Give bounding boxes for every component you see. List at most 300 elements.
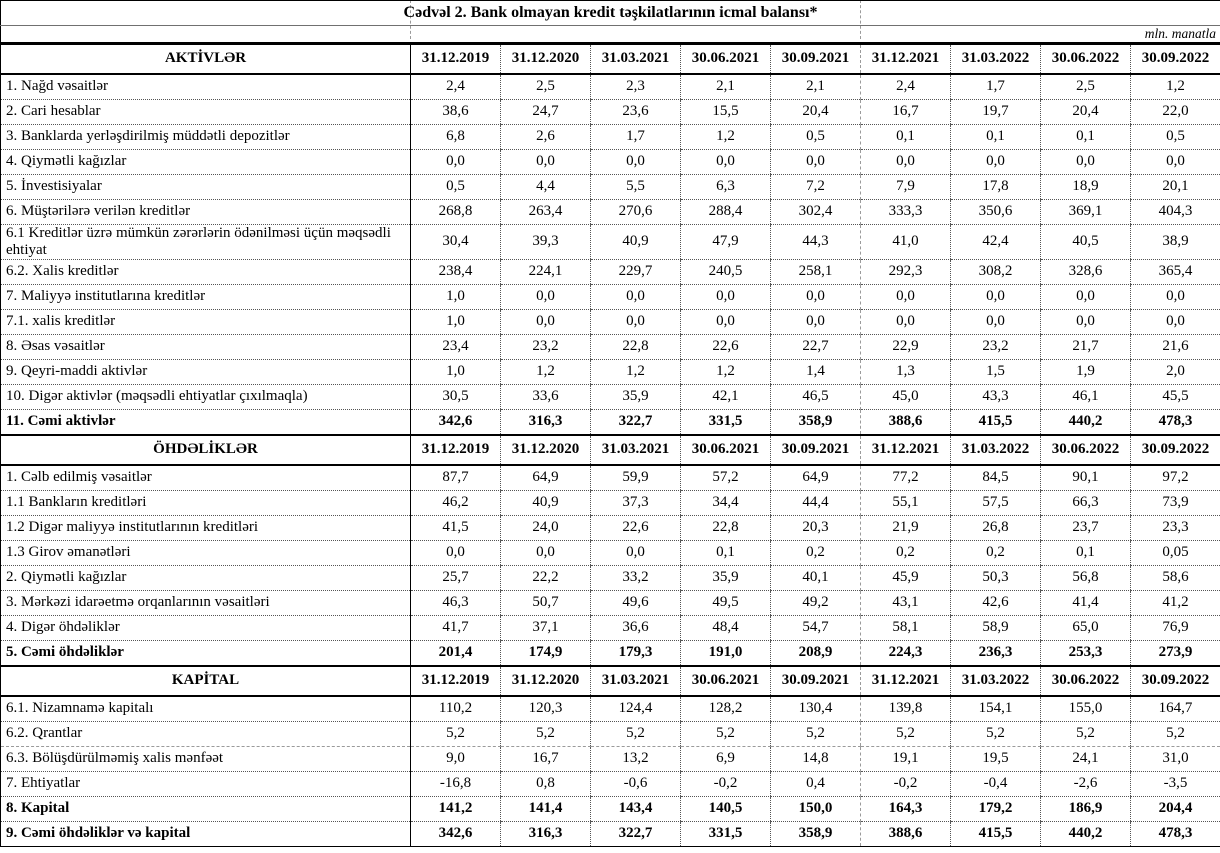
- cell-value: 58,6: [1131, 566, 1220, 591]
- cell-value: 164,3: [861, 797, 951, 822]
- cell-value: 22,6: [681, 335, 771, 360]
- cell-value: 238,4: [411, 260, 501, 285]
- cell-value: 22,2: [501, 566, 591, 591]
- cell-value: 24,7: [501, 99, 591, 124]
- table-row: [1, 260, 1220, 285]
- column-header: 31.03.2022: [951, 435, 1041, 465]
- cell-value: 0,0: [1131, 310, 1220, 335]
- section-header-row: [1, 43, 1220, 74]
- cell-value: -0,4: [951, 772, 1041, 797]
- cell-value: 23,2: [951, 335, 1041, 360]
- cell-value: 47,9: [681, 224, 771, 260]
- cell-value: 141,4: [501, 797, 591, 822]
- cell-value: 44,4: [771, 491, 861, 516]
- cell-value: 358,9: [771, 410, 861, 436]
- cell-value: 6,3: [681, 174, 771, 199]
- cell-value: 331,5: [681, 410, 771, 436]
- row-label: 1. Cəlb edilmiş vəsaitlər: [1, 465, 411, 491]
- cell-value: 0,0: [771, 149, 861, 174]
- table-row: [1, 616, 1220, 641]
- table-row: [1, 696, 1220, 722]
- cell-value: 150,0: [771, 797, 861, 822]
- cell-value: 1,3: [861, 360, 951, 385]
- cell-value: 143,4: [591, 797, 681, 822]
- cell-value: 49,2: [771, 591, 861, 616]
- cell-value: 37,1: [501, 616, 591, 641]
- column-header: 31.12.2020: [501, 43, 591, 74]
- cell-value: 40,1: [771, 566, 861, 591]
- cell-value: 120,3: [501, 696, 591, 722]
- cell-value: 20,4: [771, 99, 861, 124]
- cell-value: 41,0: [861, 224, 951, 260]
- cell-value: 415,5: [951, 410, 1041, 436]
- cell-value: 22,7: [771, 335, 861, 360]
- cell-value: 73,9: [1131, 491, 1220, 516]
- row-label: 2. Qiymətli kağızlar: [1, 566, 411, 591]
- table-row: [1, 385, 1220, 410]
- column-header: 30.06.2022: [1041, 666, 1131, 696]
- column-header: 30.09.2021: [771, 435, 861, 465]
- column-header: 30.09.2022: [1131, 435, 1220, 465]
- column-header: 31.12.2019: [411, 435, 501, 465]
- cell-value: 0,1: [1041, 541, 1131, 566]
- cell-value: 258,1: [771, 260, 861, 285]
- cell-value: 208,9: [771, 641, 861, 667]
- column-header: 30.06.2022: [1041, 435, 1131, 465]
- table-row: [1, 491, 1220, 516]
- table-row: [1, 174, 1220, 199]
- cell-value: 42,4: [951, 224, 1041, 260]
- cell-value: 0,0: [501, 541, 591, 566]
- cell-value: 77,2: [861, 465, 951, 491]
- row-label: 6.1. Nizamnamə kapitalı: [1, 696, 411, 722]
- cell-value: -0,6: [591, 772, 681, 797]
- unit-note: mln. manatla: [1144, 26, 1217, 41]
- cell-value: 0,0: [1041, 285, 1131, 310]
- cell-value: 66,3: [1041, 491, 1131, 516]
- cell-value: 26,8: [951, 516, 1041, 541]
- cell-value: 2,0: [1131, 360, 1220, 385]
- cell-value: 1,2: [1131, 74, 1220, 100]
- cell-value: 270,6: [591, 199, 681, 224]
- cell-value: 224,1: [501, 260, 591, 285]
- cell-value: 4,4: [501, 174, 591, 199]
- cell-value: 0,0: [951, 310, 1041, 335]
- cell-value: 25,7: [411, 566, 501, 591]
- cell-value: 17,8: [951, 174, 1041, 199]
- column-header: 31.03.2021: [591, 43, 681, 74]
- row-label: 6.3. Bölüşdürülməmiş xalis mənfəət: [1, 747, 411, 772]
- row-label: 3. Banklarda yerləşdirilmiş müddətli depozitlər: [1, 124, 411, 149]
- cell-value: 42,6: [951, 591, 1041, 616]
- cell-value: 0,0: [1131, 285, 1220, 310]
- cell-value: 23,3: [1131, 516, 1220, 541]
- row-label: 4. Digər öhdəliklər: [1, 616, 411, 641]
- cell-value: 35,9: [681, 566, 771, 591]
- row-label: 6.1 Kreditlər üzrə mümkün zərərlərin ödənilməsi üçün məqsədli ehtiyat: [1, 224, 411, 260]
- table-row: [1, 360, 1220, 385]
- cell-value: 64,9: [501, 465, 591, 491]
- cell-value: 19,5: [951, 747, 1041, 772]
- cell-value: 0,0: [501, 285, 591, 310]
- cell-value: 201,4: [411, 641, 501, 667]
- cell-value: 1,4: [771, 360, 861, 385]
- cell-value: 140,5: [681, 797, 771, 822]
- cell-value: 55,1: [861, 491, 951, 516]
- cell-value: 369,1: [1041, 199, 1131, 224]
- table-row: [1, 335, 1220, 360]
- row-label: 7. Ehtiyatlar: [1, 772, 411, 797]
- row-label: 1. Nağd vəsaitlər: [1, 74, 411, 100]
- cell-value: 440,2: [1041, 410, 1131, 436]
- cell-value: 40,5: [1041, 224, 1131, 260]
- table-row: [1, 124, 1220, 149]
- cell-value: 0,1: [861, 124, 951, 149]
- table-row: [1, 310, 1220, 335]
- cell-value: 34,4: [681, 491, 771, 516]
- cell-value: 0,0: [411, 149, 501, 174]
- cell-value: 0,2: [861, 541, 951, 566]
- cell-value: 6,8: [411, 124, 501, 149]
- table-row: [1, 822, 1220, 847]
- cell-value: 331,5: [681, 822, 771, 847]
- table-row: [1, 516, 1220, 541]
- cell-value: 46,2: [411, 491, 501, 516]
- cell-value: 16,7: [861, 99, 951, 124]
- cell-value: 478,3: [1131, 410, 1220, 436]
- cell-value: 5,2: [411, 722, 501, 747]
- cell-value: 0,0: [501, 310, 591, 335]
- cell-value: 110,2: [411, 696, 501, 722]
- table-row: [1, 99, 1220, 124]
- cell-value: 59,9: [591, 465, 681, 491]
- cell-value: 186,9: [1041, 797, 1131, 822]
- cell-value: 322,7: [591, 410, 681, 436]
- cell-value: 2,3: [591, 74, 681, 100]
- cell-value: 24,1: [1041, 747, 1131, 772]
- cell-value: 139,8: [861, 696, 951, 722]
- cell-value: 0,0: [591, 149, 681, 174]
- cell-value: -0,2: [681, 772, 771, 797]
- table-row: [1, 410, 1220, 436]
- cell-value: 404,3: [1131, 199, 1220, 224]
- cell-value: 97,2: [1131, 465, 1220, 491]
- cell-value: 342,6: [411, 410, 501, 436]
- row-label: 8. Kapital: [1, 797, 411, 822]
- cell-value: 23,4: [411, 335, 501, 360]
- cell-value: 31,0: [1131, 747, 1220, 772]
- row-label: 10. Digər aktivlər (məqsədli ehtiyatlar çıxılmaqla): [1, 385, 411, 410]
- cell-value: 50,7: [501, 591, 591, 616]
- cell-value: 22,0: [1131, 99, 1220, 124]
- cell-value: 43,3: [951, 385, 1041, 410]
- cell-value: 0,5: [771, 124, 861, 149]
- cell-value: 90,1: [1041, 465, 1131, 491]
- cell-value: 43,1: [861, 591, 951, 616]
- table-row: [1, 566, 1220, 591]
- column-header: 31.12.2021: [861, 666, 951, 696]
- cell-value: 22,9: [861, 335, 951, 360]
- cell-value: 328,6: [1041, 260, 1131, 285]
- cell-value: 365,4: [1131, 260, 1220, 285]
- cell-value: 23,6: [591, 99, 681, 124]
- row-label: 8. Əsas vəsaitlər: [1, 335, 411, 360]
- section-header-row: [1, 666, 1220, 696]
- cell-value: 316,3: [501, 822, 591, 847]
- row-label: 1.2 Digər maliyyə institutlarının kreditləri: [1, 516, 411, 541]
- cell-value: 124,4: [591, 696, 681, 722]
- cell-value: 22,6: [591, 516, 681, 541]
- cell-value: 415,5: [951, 822, 1041, 847]
- cell-value: 2,1: [681, 74, 771, 100]
- cell-value: 440,2: [1041, 822, 1131, 847]
- column-header: 31.03.2021: [591, 666, 681, 696]
- cell-value: 64,9: [771, 465, 861, 491]
- cell-value: 316,3: [501, 410, 591, 436]
- cell-value: 0,0: [951, 285, 1041, 310]
- table-row: [1, 722, 1220, 747]
- cell-value: 350,6: [951, 199, 1041, 224]
- row-label: 4. Qiymətli kağızlar: [1, 149, 411, 174]
- cell-value: 268,8: [411, 199, 501, 224]
- cell-value: 38,6: [411, 99, 501, 124]
- cell-value: 0,0: [771, 310, 861, 335]
- row-label: 7.1. xalis kreditlər: [1, 310, 411, 335]
- row-label: 1.3 Girov əmanətləri: [1, 541, 411, 566]
- cell-value: 42,1: [681, 385, 771, 410]
- cell-value: 1,0: [411, 285, 501, 310]
- cell-value: 5,2: [501, 722, 591, 747]
- cell-value: 49,6: [591, 591, 681, 616]
- cell-value: 22,8: [591, 335, 681, 360]
- cell-value: 46,5: [771, 385, 861, 410]
- cell-value: 5,2: [681, 722, 771, 747]
- column-header: 30.09.2021: [771, 43, 861, 74]
- cell-value: 87,7: [411, 465, 501, 491]
- cell-value: 50,3: [951, 566, 1041, 591]
- cell-value: 2,4: [861, 74, 951, 100]
- cell-value: 2,5: [501, 74, 591, 100]
- cell-value: 57,5: [951, 491, 1041, 516]
- cell-value: 0,0: [411, 541, 501, 566]
- cell-value: 41,4: [1041, 591, 1131, 616]
- cell-value: 44,3: [771, 224, 861, 260]
- cell-value: 65,0: [1041, 616, 1131, 641]
- table-row: [1, 797, 1220, 822]
- cell-value: 1,7: [591, 124, 681, 149]
- cell-value: 191,0: [681, 641, 771, 667]
- cell-value: 179,2: [951, 797, 1041, 822]
- cell-value: 0,0: [591, 285, 681, 310]
- section-title: AKTİVLƏR: [1, 43, 411, 74]
- column-header: 30.09.2022: [1131, 43, 1220, 74]
- cell-value: 41,5: [411, 516, 501, 541]
- cell-value: 45,0: [861, 385, 951, 410]
- table-row: [1, 74, 1220, 100]
- column-header: 31.12.2020: [501, 666, 591, 696]
- cell-value: 2,4: [411, 74, 501, 100]
- cell-value: 45,9: [861, 566, 951, 591]
- cell-value: 154,1: [951, 696, 1041, 722]
- cell-value: 179,3: [591, 641, 681, 667]
- cell-value: 84,5: [951, 465, 1041, 491]
- cell-value: 2,1: [771, 74, 861, 100]
- cell-value: 40,9: [591, 224, 681, 260]
- table-title: Cədvəl 2. Bank olmayan kredit təşkilatlarının icmal balansı*: [1, 1, 1220, 26]
- table-row: [1, 149, 1220, 174]
- column-header: 30.09.2022: [1131, 666, 1220, 696]
- cell-value: 1,2: [681, 124, 771, 149]
- section-title: KAPİTAL: [1, 666, 411, 696]
- column-header: 31.03.2021: [591, 435, 681, 465]
- cell-value: 1,2: [591, 360, 681, 385]
- cell-value: 0,0: [681, 310, 771, 335]
- cell-value: 0,1: [1041, 124, 1131, 149]
- cell-value: 2,6: [501, 124, 591, 149]
- cell-value: 49,5: [681, 591, 771, 616]
- row-label: 6.2. Xalis kreditlər: [1, 260, 411, 285]
- row-label: 5. İnvestisiyalar: [1, 174, 411, 199]
- cell-value: 288,4: [681, 199, 771, 224]
- cell-value: 20,3: [771, 516, 861, 541]
- cell-value: 0,0: [1041, 149, 1131, 174]
- column-header: 31.12.2021: [861, 435, 951, 465]
- cell-value: 174,9: [501, 641, 591, 667]
- cell-value: 0,0: [681, 149, 771, 174]
- table-row: [1, 541, 1220, 566]
- cell-value: 21,7: [1041, 335, 1131, 360]
- cell-value: 229,7: [591, 260, 681, 285]
- table-row: [1, 747, 1220, 772]
- cell-value: 20,4: [1041, 99, 1131, 124]
- column-header: 30.06.2021: [681, 43, 771, 74]
- cell-value: 388,6: [861, 410, 951, 436]
- cell-value: 19,7: [951, 99, 1041, 124]
- cell-value: 40,9: [501, 491, 591, 516]
- column-header: 31.12.2019: [411, 43, 501, 74]
- cell-value: 0,2: [951, 541, 1041, 566]
- cell-value: 0,0: [1041, 310, 1131, 335]
- cell-value: 302,4: [771, 199, 861, 224]
- cell-value: 1,0: [411, 360, 501, 385]
- section-header-row: [1, 435, 1220, 465]
- cell-value: 240,5: [681, 260, 771, 285]
- section-title: ÖHDƏLİKLƏR: [1, 435, 411, 465]
- cell-value: 478,3: [1131, 822, 1220, 847]
- cell-value: 18,9: [1041, 174, 1131, 199]
- column-header: 31.03.2022: [951, 43, 1041, 74]
- cell-value: 54,7: [771, 616, 861, 641]
- cell-value: -2,6: [1041, 772, 1131, 797]
- cell-value: 5,2: [1131, 722, 1220, 747]
- cell-value: 1,5: [951, 360, 1041, 385]
- cell-value: 23,7: [1041, 516, 1131, 541]
- cell-value: 0,8: [501, 772, 591, 797]
- row-label: 1.1 Bankların kreditləri: [1, 491, 411, 516]
- cell-value: 9,0: [411, 747, 501, 772]
- row-label: 9. Cəmi öhdəliklər və kapital: [1, 822, 411, 847]
- table-row: [1, 465, 1220, 491]
- column-header: 31.12.2020: [501, 435, 591, 465]
- cell-value: 15,5: [681, 99, 771, 124]
- cell-value: 16,7: [501, 747, 591, 772]
- row-label: 7. Maliyyə institutlarına kreditlər: [1, 285, 411, 310]
- cell-value: 0,0: [501, 149, 591, 174]
- cell-value: 358,9: [771, 822, 861, 847]
- column-header: 30.09.2021: [771, 666, 861, 696]
- cell-value: 76,9: [1131, 616, 1220, 641]
- cell-value: 5,5: [591, 174, 681, 199]
- cell-value: 46,3: [411, 591, 501, 616]
- cell-value: 130,4: [771, 696, 861, 722]
- table-title-row: [1, 1, 1220, 26]
- column-header: 30.06.2021: [681, 435, 771, 465]
- cell-value: 1,0: [411, 310, 501, 335]
- cell-value: 14,8: [771, 747, 861, 772]
- cell-value: 0,2: [771, 541, 861, 566]
- cell-value: 0,05: [1131, 541, 1220, 566]
- cell-value: 164,7: [1131, 696, 1220, 722]
- cell-value: 0,1: [681, 541, 771, 566]
- row-label: 6. Müştərilərə verilən kreditlər: [1, 199, 411, 224]
- cell-value: 204,4: [1131, 797, 1220, 822]
- cell-value: 23,2: [501, 335, 591, 360]
- cell-value: 128,2: [681, 696, 771, 722]
- cell-value: 33,6: [501, 385, 591, 410]
- cell-value: 5,2: [951, 722, 1041, 747]
- table-row: [1, 591, 1220, 616]
- cell-value: 2,5: [1041, 74, 1131, 100]
- cell-value: 57,2: [681, 465, 771, 491]
- cell-value: 0,0: [591, 310, 681, 335]
- cell-value: 20,1: [1131, 174, 1220, 199]
- cell-value: 37,3: [591, 491, 681, 516]
- cell-value: 1,7: [951, 74, 1041, 100]
- cell-value: 22,8: [681, 516, 771, 541]
- cell-value: 388,6: [861, 822, 951, 847]
- cell-value: 45,5: [1131, 385, 1220, 410]
- cell-value: 333,3: [861, 199, 951, 224]
- cell-value: 273,9: [1131, 641, 1220, 667]
- cell-value: 35,9: [591, 385, 681, 410]
- cell-value: 0,0: [681, 285, 771, 310]
- cell-value: 7,2: [771, 174, 861, 199]
- cell-value: 253,3: [1041, 641, 1131, 667]
- cell-value: 0,5: [411, 174, 501, 199]
- row-label: 2. Cari hesablar: [1, 99, 411, 124]
- column-header: 31.12.2019: [411, 666, 501, 696]
- cell-value: 5,2: [1041, 722, 1131, 747]
- cell-value: 1,9: [1041, 360, 1131, 385]
- cell-value: 41,7: [411, 616, 501, 641]
- table-row: [1, 199, 1220, 224]
- cell-value: 38,9: [1131, 224, 1220, 260]
- column-header: 30.06.2022: [1041, 43, 1131, 74]
- cell-value: 0,5: [1131, 124, 1220, 149]
- table-row: [1, 285, 1220, 310]
- cell-value: 0,4: [771, 772, 861, 797]
- cell-value: 141,2: [411, 797, 501, 822]
- cell-value: -16,8: [411, 772, 501, 797]
- cell-value: 19,1: [861, 747, 951, 772]
- cell-value: 1,2: [501, 360, 591, 385]
- row-label: 11. Cəmi aktivlər: [1, 410, 411, 436]
- cell-value: 236,3: [951, 641, 1041, 667]
- column-header: 31.03.2022: [951, 666, 1041, 696]
- cell-value: 0,0: [951, 149, 1041, 174]
- cell-value: 0,0: [861, 285, 951, 310]
- cell-value: 30,4: [411, 224, 501, 260]
